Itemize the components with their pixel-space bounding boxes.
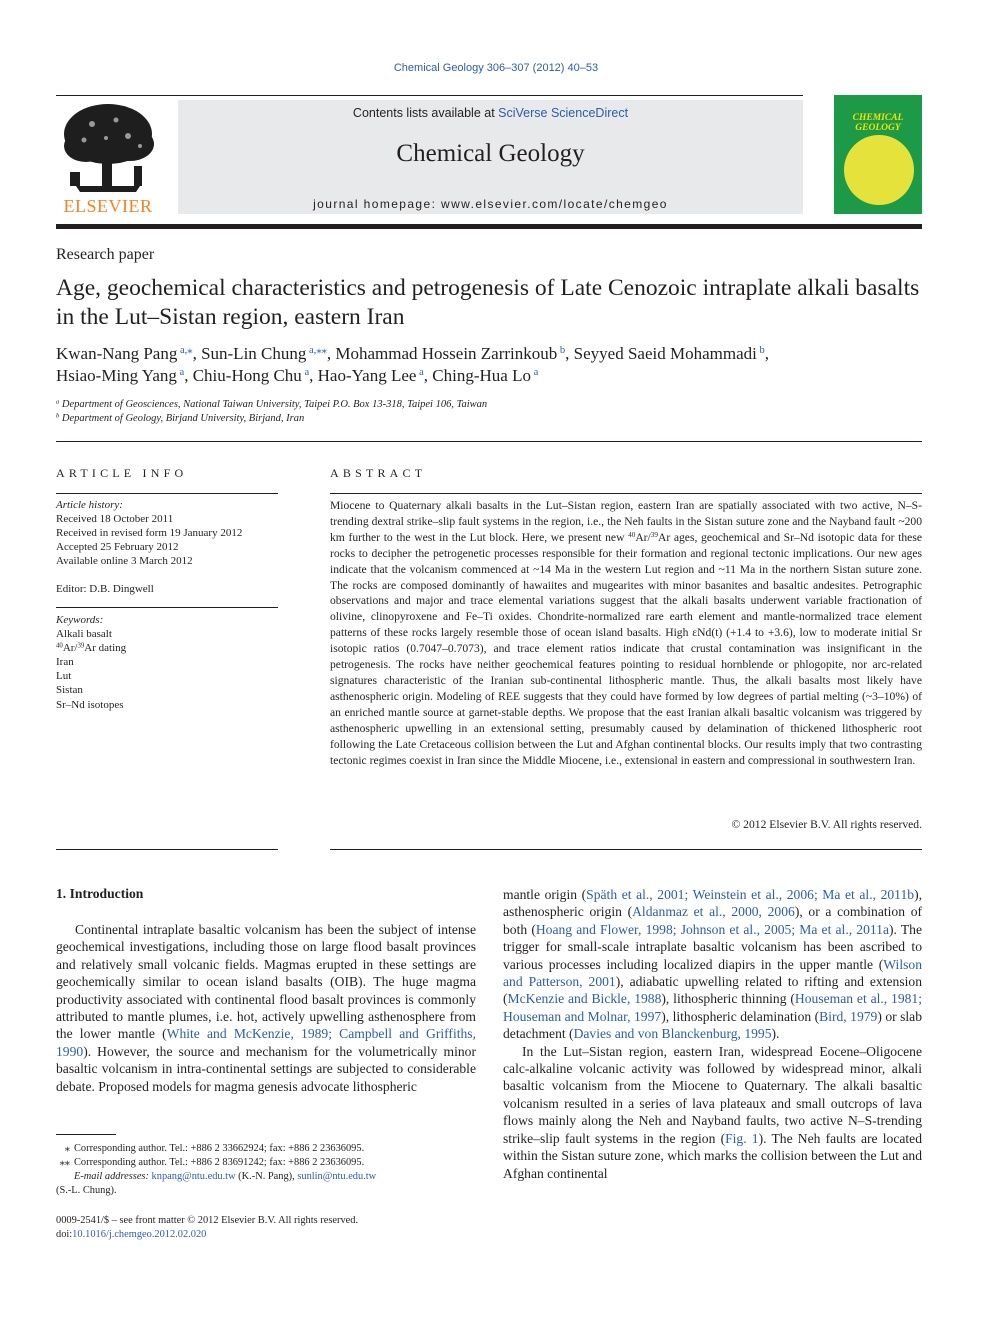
- footnotes: [56, 1142, 476, 1198]
- author-affiliation-mark[interactable]: a,⁎: [177, 345, 193, 357]
- body-text: ). The Neh faults are located within the Sistan suture zone, which marks the collision between the Lut and Afghan continental: [503, 1130, 922, 1181]
- citation-link[interactable]: Davies and von Blanckenburg, 1995: [573, 1026, 772, 1042]
- doi-line: [56, 1228, 476, 1242]
- article-info-bottom-rule: [56, 849, 278, 850]
- footnote-mark: ⁎: [64, 1143, 70, 1154]
- figure-link[interactable]: Fig. 1: [725, 1130, 759, 1146]
- cover-circle-graphic: [844, 135, 914, 205]
- issn-block: [56, 1214, 476, 1242]
- email-link[interactable]: sunlin@ntu.edu.tw: [297, 1171, 377, 1182]
- citation-link[interactable]: Bird, 1979: [819, 1008, 878, 1024]
- affiliation-text: Department of Geology, Birjand University, Birjand, Iran: [61, 413, 305, 424]
- keywords-block: [56, 613, 278, 712]
- history-revised: Received in revised form 19 January 2012: [56, 527, 243, 540]
- abstract-bottom-rule: [330, 849, 922, 850]
- article-title: Age, geochemical characteristics and petrogenesis of Late Cenozoic intraplate alkali basalts in the Lut–Sistan region, eastern Iran: [56, 275, 920, 330]
- author-name: Chiu-Hong Chu: [192, 366, 302, 385]
- email-link[interactable]: knpang@ntu.edu.tw: [151, 1171, 236, 1182]
- abstract-copyright: © 2012 Elsevier B.V. All rights reserved.: [731, 818, 922, 831]
- article-history: [56, 498, 278, 597]
- affiliation-a: [56, 399, 487, 410]
- cover-title: [834, 113, 922, 133]
- affiliation-mark: a: [56, 398, 60, 406]
- keyword-item: Iran: [56, 656, 74, 669]
- email-label: E-mail addresses:: [74, 1171, 149, 1182]
- author-affiliation-mark[interactable]: a,⁎⁎: [306, 345, 327, 357]
- body-right-column: [503, 886, 922, 1182]
- citation-link[interactable]: Späth et al., 2001; Weinstein et al., 2006; Ma et al., 2011b: [586, 887, 915, 902]
- journal-name: Chemical Geology: [396, 140, 585, 167]
- author-name: Hao-Yang Lee: [317, 366, 417, 385]
- history-accepted: Accepted 25 February 2012: [56, 541, 179, 554]
- author-name: Sun-Lin Chung: [201, 344, 307, 363]
- footnote-corresponding-2: [56, 1156, 476, 1170]
- editor-line: Editor: D.B. Dingwell: [56, 583, 154, 596]
- affiliation-text: Department of Geosciences, National Taiwan University, Taipei P.O. Box 13-318, Taipei 106, Taiwan: [61, 399, 488, 410]
- citation-link[interactable]: Houseman et al., 1981; Houseman and Molnar, 1997: [503, 991, 922, 1024]
- keyword-item: $^{40}$Ar/$^{39}$Ar dating: [56, 642, 127, 655]
- title-separator: [56, 441, 922, 442]
- sciencedirect-link[interactable]: SciVerse ScienceDirect: [498, 106, 629, 120]
- citation-link[interactable]: McKenzie and Bickle, 1988: [507, 991, 662, 1007]
- article-type: Research paper: [56, 246, 155, 263]
- cover-title-line2: GEOLOGY: [855, 123, 901, 133]
- abstract-rule: [330, 493, 922, 494]
- section-heading-introduction: 1. Introduction: [56, 886, 144, 901]
- journal-cover-thumbnail[interactable]: [834, 95, 922, 214]
- footnote-corresponding-1: [56, 1142, 476, 1156]
- body-paragraph: mantle origin (Späth et al., 2001; Weinstein et al., 2006; Ma et al., 2011b), asthenospheric origin (Aldanmaz et al., 2000, 2006), or a combination of both (Hoang and Flower, 1998; Johnson et al., 2005; Ma et al., 2011a). The trigger for small-scale intraplate basaltic volcanism has been ascribed to various processes including localized diapirs in the upper mantle (Wilson and Patterson, 2001), adiabatic upwelling related to rifting and extension (McKenzie and Bickle, 1988), lithospheric thinning (Houseman et al., 1981; Houseman and Molnar, 1997), lithospheric delamination (Bird, 1979) or slab detachment (Davies and von Blanckenburg, 1995).: [503, 887, 923, 1042]
- footnote-emails: [56, 1170, 476, 1184]
- contents-available-line: [178, 106, 803, 120]
- keywords-rule: [56, 607, 278, 608]
- journal-citation[interactable]: Chemical Geology 306–307 (2012) 40–53: [393, 62, 599, 74]
- affiliation-b: [56, 413, 304, 424]
- contents-prefix: Contents lists available at: [352, 106, 499, 120]
- header-rule: [56, 95, 803, 96]
- history-received: Received 18 October 2011: [56, 513, 174, 526]
- author-affiliation-mark[interactable]: b: [756, 345, 765, 357]
- footnote-text: Corresponding author. Tel.: +886 2 83691242; fax: +886 2 23636095.: [74, 1157, 365, 1168]
- citation-link[interactable]: White and McKenzie, 1989; Campbell and Griffiths, 1990: [56, 1026, 476, 1059]
- citation-link[interactable]: Wilson and Patterson, 2001: [503, 956, 922, 990]
- citation-link[interactable]: Hoang and Flower, 1998; Johnson et al., 2005; Ma et al., 2011a: [535, 921, 890, 937]
- keyword-item: Alkali basalt: [56, 628, 112, 641]
- body-paragraph: [56, 921, 476, 1095]
- author-name: Hsiao-Ming Yang: [56, 366, 177, 385]
- footnote-rule: [56, 1134, 116, 1135]
- author-affiliation-mark[interactable]: a: [530, 367, 539, 379]
- body-text: Continental intraplate basaltic volcanism has been the subject of intense geochemical investigations, including those on large flood basalt provinces and relatively small volcanic fields. Magmas erupted in these settings are geochemically similar to ocean island basalts (OIB). The huge magma productivity associated with continental flood basalt provinces is commonly attributed to mantle plumes, i.e. hot, actively upwelling asthenosphere from the lower mantle (: [56, 922, 476, 1042]
- author-name: Seyyed Saeid Mohammadi: [573, 344, 757, 363]
- article-info-heading: ARTICLE INFO: [56, 466, 188, 480]
- keywords-label: Keywords:: [56, 614, 104, 626]
- author-name: Mohammad Hossein Zarrinkoub: [335, 344, 558, 363]
- header-thick-rule: [56, 224, 922, 229]
- abstract-text: Miocene to Quaternary alkali basalts in the Lut–Sistan region, eastern Iran are spatially associated with two active, N–S-trending dextral strike–slip fault systems in the region, i.e., the Neh faults in the Sistan suture zone and the Nayband fault ~200 km further to the west in the Lut block. Here, we present new $^{40}$Ar/$^{39}$Ar ages, geochemical and Sr–Nd isotopic data for these rocks to decipher the petrogenetic processes responsible for their formation and regional tectonic implications. Our new ages indicate that the volcanism commenced at ~14 Ma in the western Lut region and ~11 Ma in the northern Sistan suture zone. The rocks are composed dominantly of hawaiites and mugearites with minor basanites and basaltic andesites. Petrographic observations and major and trace elemental variations suggest that the alkali basalts underwent variable fractionation of olivine, clinopyroxene and Fe–Ti oxides. Chondrite-normalized rare earth element and mantle-normalized trace element patterns of these rocks largely resemble those of ocean island basalts. High εNd(t) (+1.4 to +3.6), low to moderate initial Sr isotopic ratios (0.7047–0.7073), and trace element ratios indicate that crustal contamination was insignificant in the petrogenesis. The rocks have neither geochemical features pointing to residual hornblende or phlogopite, nor arc-related signatures characteristic of the Iranian sub-continental lithospheric mantle. Thus, the alkali basalts most likely have asthenospheric origin. Modeling of REE suggests that they could have formed by low degrees of partial melting (~3–10%) of an enriched mantle source at garnet-stable depths. We propose that the east Iranian alkali basaltic volcanism was triggered by asthenospheric upwelling in an extensional setting, presumably caused by delamination of thickened lithospheric root following the Late Cretaceous collision between the Lut and Afghan continental blocks. Our results imply that two contrasting tectonic regimes coexist in Iran since the Middle Miocene, i.e., extensional in eastern and compressional in southwestern Iran.: [330, 499, 922, 767]
- elsevier-wordmark: ELSEVIER: [63, 196, 153, 216]
- body-left-column: [56, 921, 476, 1095]
- citation-link[interactable]: Aldanmaz et al., 2000, 2006: [632, 904, 795, 920]
- doi-link[interactable]: 10.1016/j.chemgeo.2012.02.020: [72, 1229, 207, 1240]
- author-affiliation-mark[interactable]: b: [557, 345, 566, 357]
- author-name: Ching-Hua Lo: [432, 366, 531, 385]
- keyword-item: Sistan: [56, 684, 83, 697]
- author-affiliation-mark[interactable]: a: [301, 367, 310, 379]
- doi-label: doi:: [56, 1229, 73, 1240]
- keyword-item: Sr–Nd isotopes: [56, 698, 124, 711]
- article-history-label: Article history:: [56, 499, 123, 511]
- abstract-heading: ABSTRACT: [330, 466, 427, 480]
- journal-homepage[interactable]: journal homepage: www.elsevier.com/locate/chemgeo: [313, 197, 668, 211]
- email-owner: (K.-N. Pang),: [235, 1171, 298, 1182]
- email-owner-2: (S.-L. Chung).: [56, 1185, 117, 1196]
- body-paragraph: [503, 1043, 922, 1182]
- issn-line: 0009-2541/$ – see front matter © 2012 Elsevier B.V. All rights reserved.: [56, 1215, 359, 1226]
- author-affiliation-mark[interactable]: a: [176, 367, 185, 379]
- body-text: ). However, the source and mechanism for the volumetrically minor basaltic volcanism in intra-continental settings are subjected to considerable debate. Proposed models for magma genesis advocate lithospheric: [56, 1043, 476, 1094]
- cover-title-line1: CHEMICAL: [852, 113, 904, 123]
- author-name: Kwan-Nang Pang: [56, 344, 178, 363]
- author-affiliation-mark[interactable]: a: [416, 367, 424, 379]
- affiliation-mark: b: [56, 412, 60, 420]
- footnote-text: Corresponding author. Tel.: +886 2 33662924; fax: +886 2 23636095.: [74, 1143, 365, 1154]
- history-online: Available online 3 March 2012: [56, 555, 193, 568]
- body-text: In the Lut–Sistan region, eastern Iran, widespread Eocene–Oligocene calc-alkaline volcanic activity was followed by widespread minor, alkali basaltic volcanism from the Miocene to Quaternary. The alkali basaltic volcanism resulted in a series of lava plateaux and small outcrops of lava flows mainly along the Neh and Nayband faults, two active N–S-trending strike–slip fault systems in the region (: [503, 1043, 922, 1146]
- author-list: Kwan-Nang Pang $^{a,⁎}$, Sun-Lin Chung $^{a,⁎⁎}$, Mohammad Hossein Zarrinkoub $^b$, Seyyed Saeid Mohammadi $^b$, Hsiao-Ming Yang $^a$, Chiu-Hong Chu $^a$, Hao-Yang Lee $^a$, Ching-Hua Lo $^a$: [56, 344, 770, 385]
- article-info-rule: [56, 493, 278, 494]
- keyword-item: Lut: [56, 670, 72, 683]
- footnote-mark: ⁎⁎: [59, 1157, 70, 1168]
